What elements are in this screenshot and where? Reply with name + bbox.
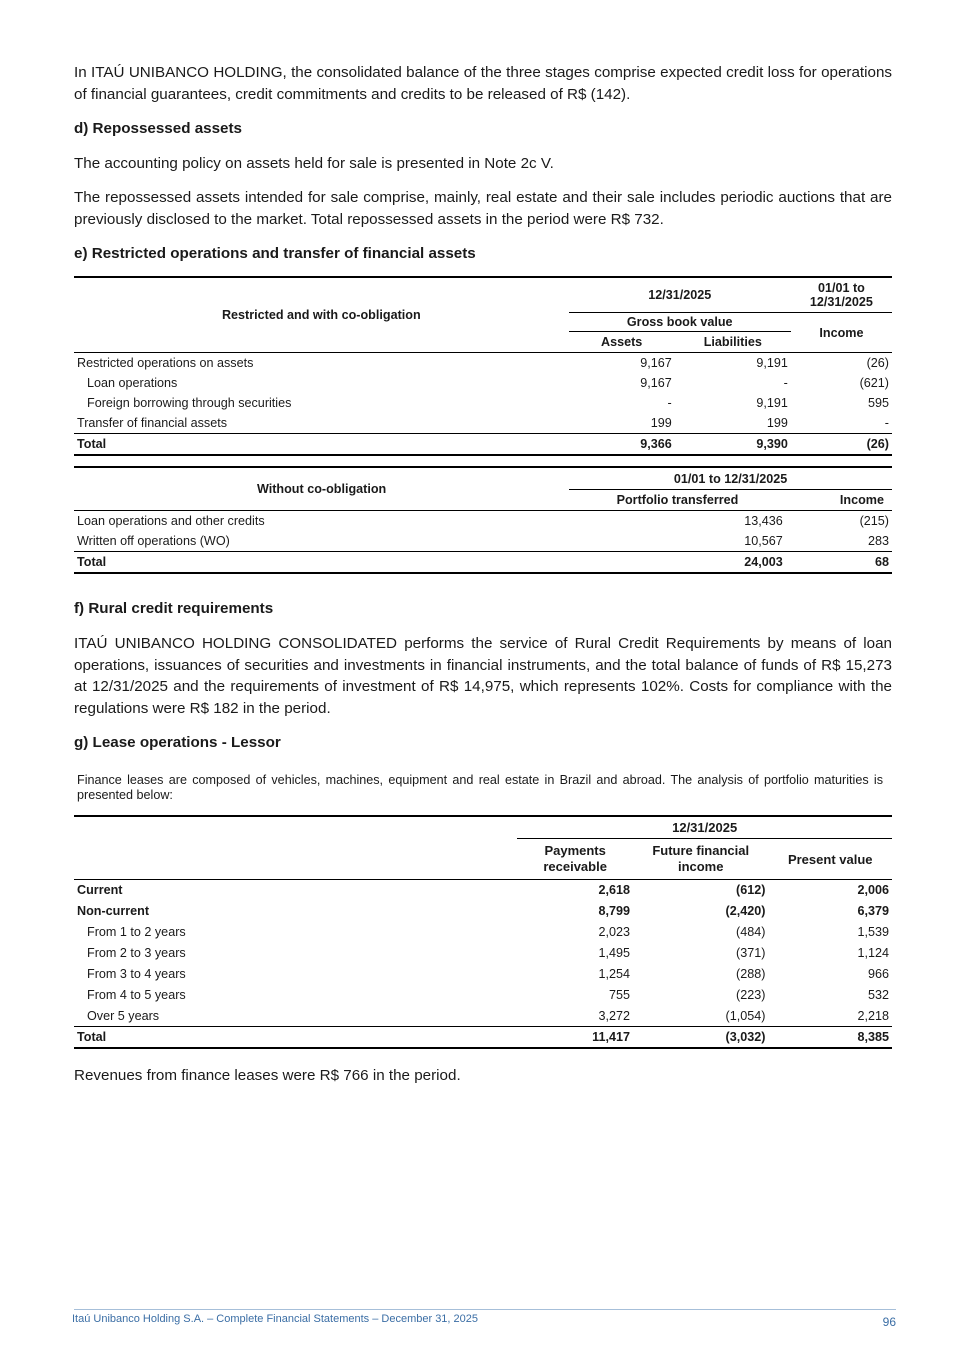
table1-liabilities-header: Liabilities — [703, 335, 762, 349]
section-g-closing: Revenues from finance leases were R$ 766 in the period. — [74, 1067, 461, 1084]
table1-gross-header: Gross book value — [569, 313, 791, 332]
table-row: From 2 to 3 years 1,495 (371) 1,124 — [87, 946, 889, 960]
table1-date-header: 12/31/2025 — [569, 277, 791, 313]
table3-present-header: Present value — [787, 851, 873, 867]
table-row: Over 5 years 3,272 (1,054) 2,218 — [87, 1008, 889, 1023]
without-co-obligation-table — [74, 466, 892, 574]
table1-row-header: Restricted and with co-obligation — [221, 308, 421, 322]
table1-income-header: Income — [819, 325, 864, 340]
table2-period-header: 01/01 to 12/31/2025 — [569, 467, 892, 490]
section-d-paragraph-1: The accounting policy on assets held for sale is presented in Note 2c V. — [74, 155, 554, 172]
table-row: Written off operations (WO) 10,567 283 — [77, 534, 889, 548]
page-footer — [72, 1309, 896, 1329]
table-row: Transfer of financial assets 199 199 - — [77, 416, 889, 430]
table3-payments-header: Payments receivable — [543, 843, 607, 874]
table-total-row: Total 11,417 (3,032) 8,385 — [74, 1027, 892, 1049]
table-row: Restricted operations on assets 9,167 9,191 (26) — [77, 356, 889, 370]
table-row: From 1 to 2 years 2,023 (484) 1,539 — [87, 925, 889, 939]
table-row: From 4 to 5 years 755 (223) 532 — [87, 988, 889, 1002]
section-e-heading: e) Restricted operations and transfer of financial assets — [74, 245, 476, 262]
section-g-intro: Finance leases are composed of vehicles, machines, equipment and real estate in Brazil and abroad. The analysis of portfolio maturities is presented below: — [77, 773, 883, 802]
table3-blank-header — [74, 816, 517, 880]
section-f-heading: f) Rural credit requirements — [74, 600, 274, 617]
table-row: Current 2,618 (612) 2,006 — [77, 883, 889, 898]
section-d-heading: d) Repossessed assets — [74, 120, 242, 137]
table2-income-header: Income — [839, 493, 884, 507]
table3-date-header: 12/31/2025 — [517, 816, 892, 839]
table-total-row: Total 9,366 9,390 (26) — [74, 434, 892, 456]
table-row: Loan operations 9,167 - (621) — [87, 376, 889, 390]
restricted-operations-table — [74, 276, 892, 456]
table1-assets-header: Assets — [601, 335, 643, 349]
table-row: Loan operations and other credits 13,436 (215) — [77, 514, 889, 528]
table-row: Non-current 8,799 (2,420) 6,379 — [77, 904, 889, 918]
table1-period-header: 01/01 to 12/31/2025 — [791, 277, 892, 313]
page-number: 96 — [882, 1315, 896, 1329]
section-d-paragraph-2: The repossessed assets intended for sale comprise, mainly, real estate and their sale includes periodic auctions that are previously disclosed to the market. Total repossessed assets in the period were R$ 732. — [74, 189, 892, 228]
section-f-paragraph: ITAÚ UNIBANCO HOLDING CONSOLIDATED performs the service of Rural Credit Requirements by means of loan operations, issuances of securities and investments in financial instruments, and the total balance of funds of R$ 15,273 at 12/31/2025 and the requirements of investment of R$ 14,975, which represents 102%. Costs for compliance with the regulations were R$ 182 in the period. — [74, 635, 892, 717]
table2-row-header: Without co-obligation — [256, 482, 387, 496]
table-row: Foreign borrowing through securities - 9,191 595 — [87, 396, 889, 410]
table3-future-header: Future financial income — [652, 843, 750, 874]
intro-paragraph: In ITAÚ UNIBANCO HOLDING, the consolidated balance of the three stages comprise expected credit loss for operations of financial guarantees, credit commitments and credits to be released of R$ (142). — [74, 64, 892, 103]
section-g-heading: g) Lease operations - Lessor — [74, 734, 281, 751]
table-row: From 3 to 4 years 1,254 (288) 966 — [87, 967, 889, 981]
footer-title: Itaú Unibanco Holding S.A. – Complete Financial Statements – December 31, 2025 — [72, 1313, 479, 1325]
table2-portfolio-header: Portfolio transferred — [616, 493, 739, 507]
table-total-row: Total 24,003 68 — [74, 552, 892, 574]
lease-maturities-table — [74, 815, 892, 1049]
